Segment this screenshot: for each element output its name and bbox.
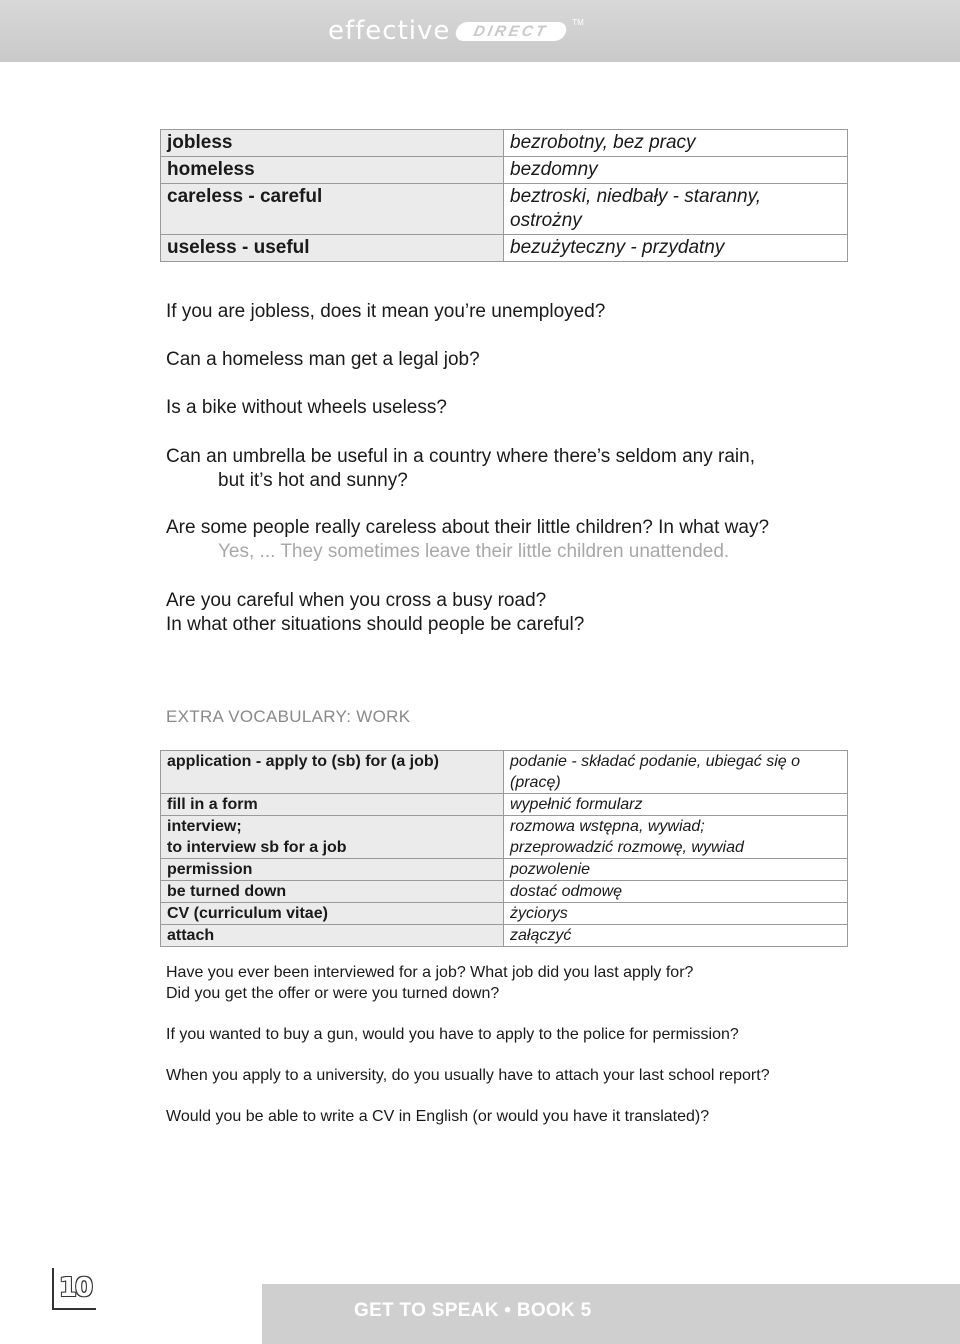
table-row xyxy=(161,157,848,184)
polish-translation: bezużyteczny - przydatny xyxy=(504,235,848,262)
polish-translation: pozwolenie xyxy=(504,859,848,881)
english-term: permission xyxy=(161,859,504,881)
table-row xyxy=(161,184,848,235)
polish-translation: wypełnić formularz xyxy=(504,794,848,816)
table-row xyxy=(161,859,848,881)
question: Is a bike without wheels useless? xyxy=(166,397,447,418)
english-term: homeless xyxy=(161,157,504,184)
question: If you are jobless, does it mean you’re unemployed? xyxy=(166,301,606,322)
table-row xyxy=(161,903,848,925)
english-term: fill in a form xyxy=(161,794,504,816)
vocab-table-2 xyxy=(160,750,848,947)
polish-translation: beztroski, niedbały - staranny, ostrożny xyxy=(504,184,848,235)
polish-translation: dostać odmowę xyxy=(504,881,848,903)
polish-translation: bezdomny xyxy=(504,157,848,184)
question: When you apply to a university, do you usually have to attach your last school report? xyxy=(166,1067,770,1084)
question xyxy=(166,445,755,493)
table-row xyxy=(161,881,848,903)
section-title: EXTRA VOCABULARY: WORK xyxy=(166,707,411,726)
header-bar xyxy=(0,0,960,62)
brand-tm: TM xyxy=(572,18,584,27)
vocab-table-1 xyxy=(160,129,848,262)
english-term: CV (curriculum vitae) xyxy=(161,903,504,925)
english-term: interview; to interview sb for a job xyxy=(161,816,504,859)
english-term: careless - careful xyxy=(161,184,504,235)
table-row xyxy=(161,751,848,794)
table-row xyxy=(161,794,848,816)
question: If you wanted to buy a gun, would you have to apply to the police for permission? xyxy=(166,1026,739,1043)
table-row xyxy=(161,925,848,947)
english-term: jobless xyxy=(161,130,504,157)
question-line: Can an umbrella be useful in a country where there’s seldom any rain, xyxy=(166,446,755,467)
book-label: GET TO SPEAK • BOOK 5 xyxy=(354,1300,592,1321)
english-term: be turned down xyxy=(161,881,504,903)
table-row xyxy=(161,816,848,859)
footer-bar xyxy=(262,1284,960,1344)
polish-translation: rozmowa wstępna, wywiad; przeprowadzić rozmowę, wywiad xyxy=(504,816,848,859)
question: In what other situations should people be careful? xyxy=(166,614,585,635)
example-answer: Yes, ... They sometimes leave their little children unattended. xyxy=(218,541,730,562)
english-term: application - apply to (sb) for (a job) xyxy=(161,751,504,794)
polish-translation: podanie - składać podanie, ubiegać się o (pracę) xyxy=(504,751,848,794)
question: Are you careful when you cross a busy road? xyxy=(166,590,547,611)
table-row xyxy=(161,235,848,262)
english-term: useless - useful xyxy=(161,235,504,262)
page-number: 10 xyxy=(52,1268,96,1310)
polish-translation: załączyć xyxy=(504,925,848,947)
polish-translation: życiorys xyxy=(504,903,848,925)
english-term: attach xyxy=(161,925,504,947)
question: Would you be able to write a CV in English (or would you have it translated)? xyxy=(166,1108,710,1125)
question: Have you ever been interviewed for a job? What job did you last apply for? xyxy=(166,964,694,981)
polish-translation: bezrobotny, bez pracy xyxy=(504,130,848,157)
brand-word: effective xyxy=(328,16,451,46)
question: Can a homeless man get a legal job? xyxy=(166,349,480,370)
brand-box: DIRECT xyxy=(454,22,568,41)
question: Did you get the offer or were you turned down? xyxy=(166,985,500,1002)
table-row xyxy=(161,130,848,157)
question-line-indent: but it’s hot and sunny? xyxy=(218,470,408,491)
brand-logo xyxy=(328,16,584,46)
question: Are some people really careless about their little children? In what way? xyxy=(166,517,770,538)
